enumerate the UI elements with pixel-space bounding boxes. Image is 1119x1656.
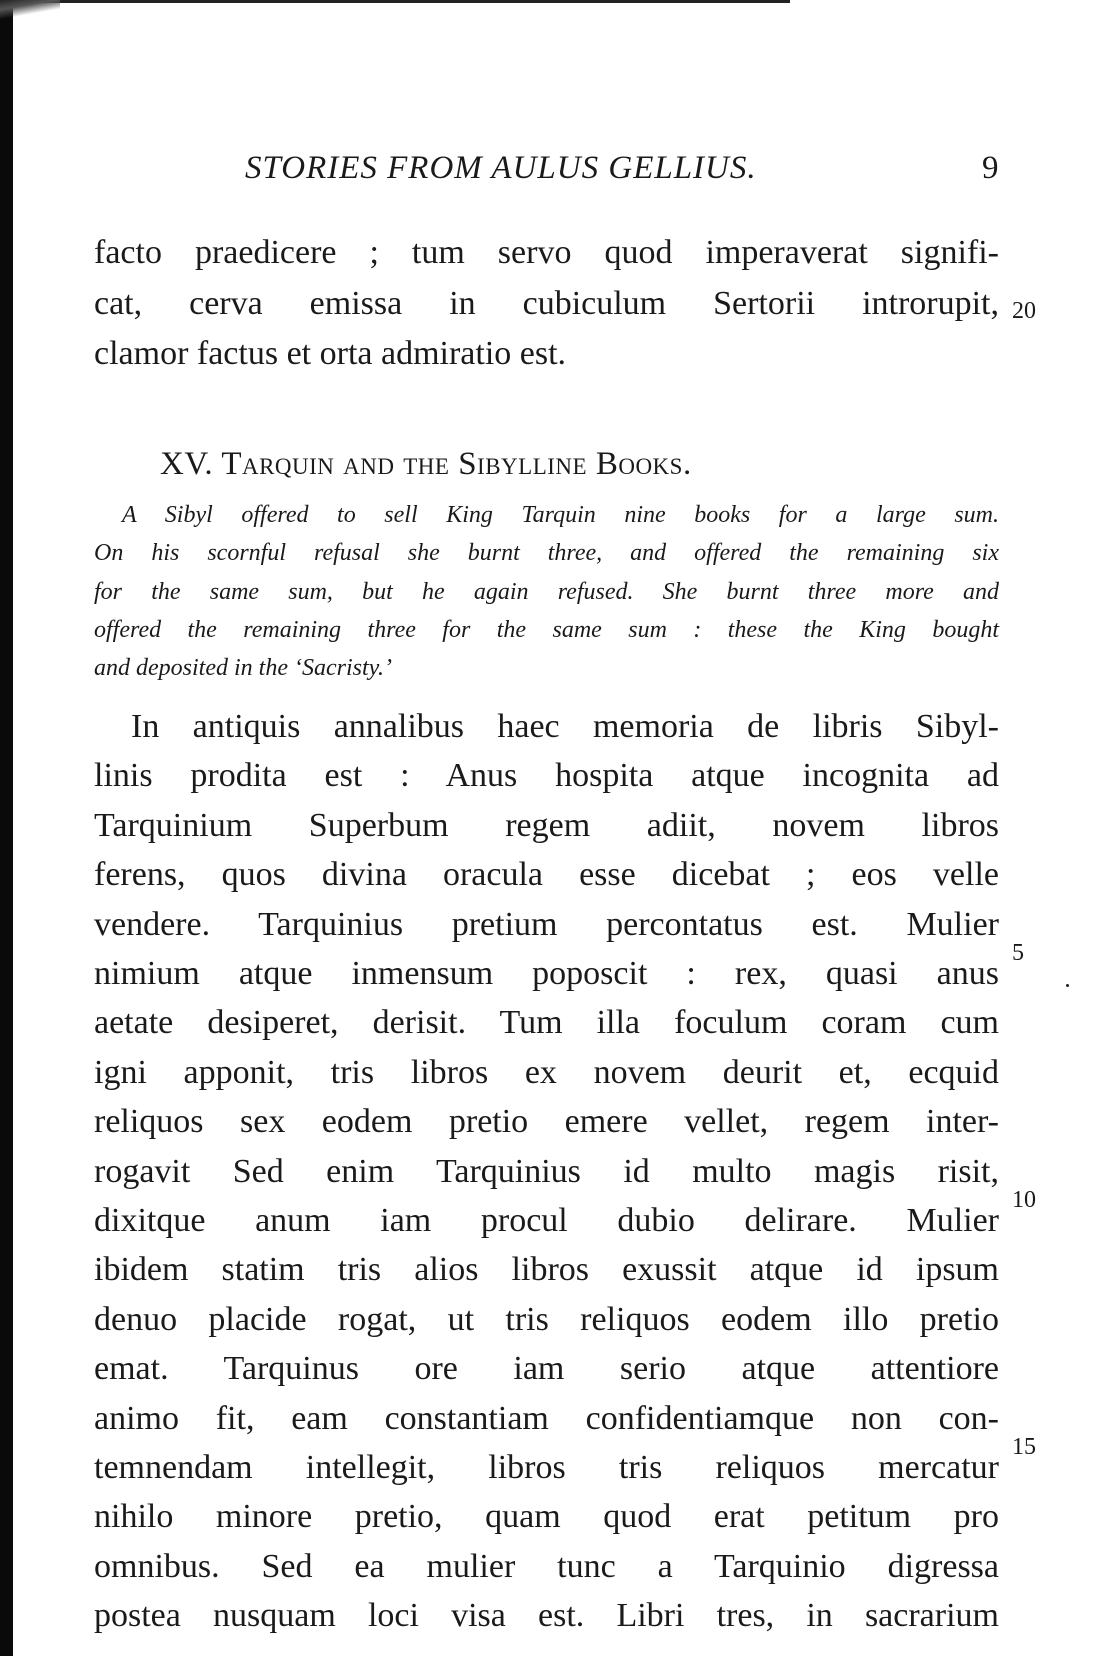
text-line: animo fit, eam constantiam confidentiamque non con- (94, 1399, 999, 1437)
text-line: Tarquinium Superbum regem adiit, novem libros (94, 806, 999, 844)
chapter-heading: XV. Tarquin and the Sibylline Books. (160, 446, 692, 482)
text-line: dixitque anum iam procul dubio delirare. Mulier (94, 1202, 999, 1239)
text-line: denuo placide rogat, ut tris reliquos eodem illo pretio (94, 1300, 999, 1338)
text-line: ibidem statim tris alios libros exussit atque id ipsum (94, 1251, 999, 1289)
text-line: emat. Tarquinus ore iam serio atque attentiore (94, 1350, 999, 1388)
line-number-10: 10 (1012, 1187, 1036, 1213)
scan-speck (1066, 984, 1069, 987)
line-number-15: 15 (1012, 1434, 1036, 1460)
summary-line: and deposited in the ‘Sacristy.’ (94, 655, 392, 682)
line-number-5: 5 (1012, 940, 1024, 966)
summary-line: offered the remaining three for the same sum : these the King bought (94, 616, 999, 643)
text-line: vendere. Tarquinius pretium percontatus est. Mulier (94, 905, 999, 943)
text-line: linis prodita est : Anus hospita atque incognita ad (94, 757, 999, 795)
text-line: nihilo minore pretio, quam quod erat petitum pro (94, 1498, 999, 1536)
summary-line: for the same sum, but he again refused. She burnt three more and (94, 578, 999, 605)
text-line: aetate desiperet, derisit. Tum illa foculum coram cum (94, 1004, 999, 1042)
text-line: temnendam intellegit, libros tris reliquos mercatur (94, 1449, 999, 1486)
page-number: 9 (982, 150, 999, 186)
line-number-20: 20 (1012, 298, 1036, 324)
running-head: STORIES FROM AULUS GELLIUS. (245, 150, 757, 186)
text-line: postea nusquam loci visa est. Libri tres, in sacrarium (94, 1597, 999, 1635)
text-line: omnibus. Sed ea mulier tunc a Tarquinio digressa (94, 1547, 999, 1585)
scan-top-edge (0, 0, 790, 3)
text-line: facto praedicere ; tum servo quod imperaverat signifi- (94, 234, 999, 271)
text-line: rogavit Sed enim Tarquinius id multo magis risit, (94, 1152, 999, 1190)
scan-corner-shadow (0, 0, 60, 22)
text-line: nimium atque inmensum poposcit : rex, quasi anus (94, 955, 999, 992)
summary-line: A Sibyl offered to sell King Tarquin nine books for a large sum. (122, 502, 999, 528)
text-line: clamor factus et orta admiratio est. (94, 335, 567, 372)
text-line: ferens, quos divina oracula esse dicebat ; eos velle (94, 856, 999, 894)
text-line: igni apponit, tris libros ex novem deurit et, ecquid (94, 1053, 999, 1091)
text-line: In antiquis annalibus haec memoria de libris Sibyl- (131, 708, 999, 745)
summary-line: On his scornful refusal she burnt three, and offered the remaining six (94, 540, 999, 567)
scan-binding-edge (0, 0, 13, 1656)
text-line: reliquos sex eodem pretio emere vellet, regem inter- (94, 1103, 999, 1141)
text-line: cat, cerva emissa in cubiculum Sertorii introrupit, (94, 284, 999, 322)
